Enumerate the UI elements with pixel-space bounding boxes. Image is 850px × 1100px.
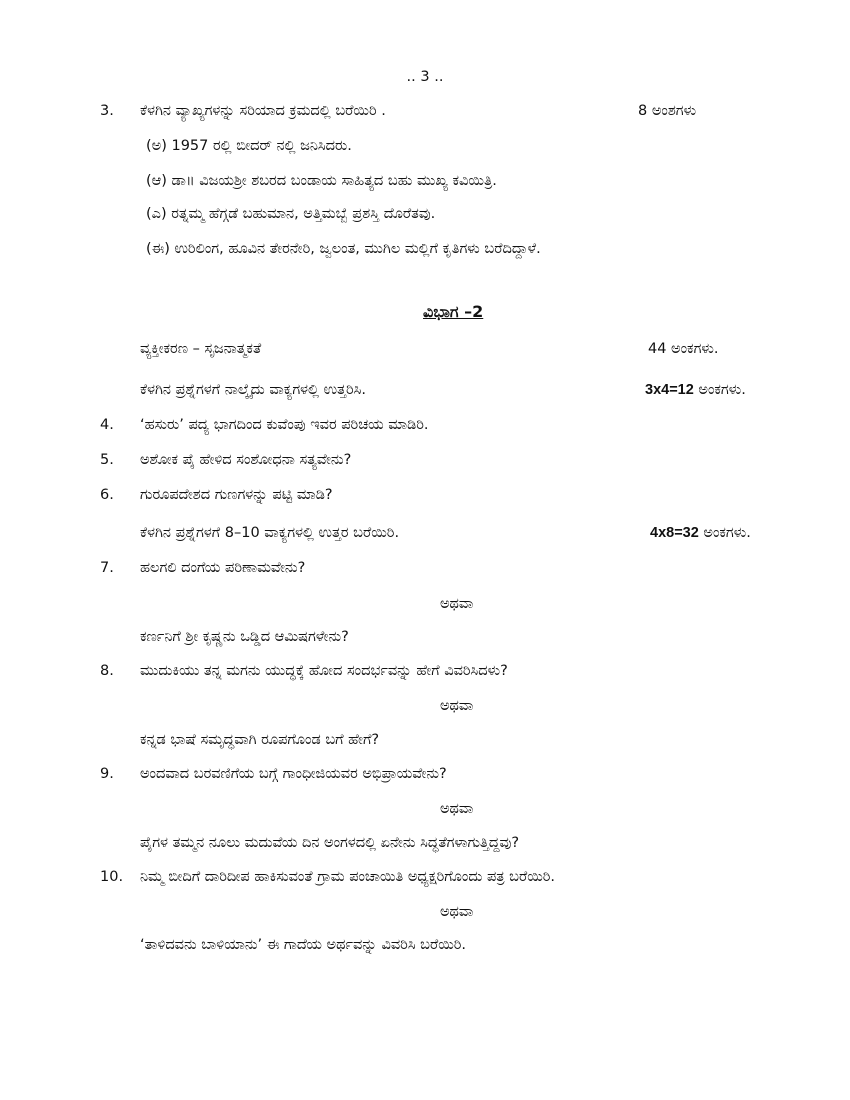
question-3-text: ಕೆಳಗಿನ ವ್ಯಾಖ್ಯಗಳನ್ನು ಸರಿಯಾದ ಕ್ರಮದಲ್ಲಿ ಬರೆಯಿರಿ . (140, 103, 386, 119)
question-5-number: 5. (100, 452, 114, 468)
long-marks-word: ಅಂಕಗಳು. (698, 525, 751, 541)
question-7-text: ಹಲಗಲಿ ದಂಗೆಯ ಪರಿಣಾಮವೇನು? (140, 560, 306, 576)
question-9-number: 9. (100, 766, 114, 782)
instruction-long-marks (650, 524, 751, 542)
instruction-long-answers: ಕೆಳಗಿನ ಪ್ರಶ್ನೆಗಳಗೆ 8–10 ವಾಕ್ಯಗಳಲ್ಲಿ ಉತ್ತರ ಬರೆಯಿರಿ. (140, 525, 400, 541)
question-9-alt-text: ಪೈಗಳ ತಮ್ಮನ ನೂಲು ಮದುವೆಯ ದಿನ ಅಂಗಳದಲ್ಲಿ ಏನೇನು ಸಿದ್ಧತೆಗಳಾಗುತ್ತಿದ್ದವು? (140, 835, 520, 851)
or-label: ಅಥವಾ (440, 904, 474, 920)
question-7-number: 7. (100, 560, 114, 576)
long-marks-formula: 4x8=32 (650, 525, 699, 541)
question-9-text: ಅಂದವಾದ ಬರವಣಿಗೆಯ ಬಗ್ಗೆ ಗಾಂಧೀಜಿಯವರ ಅಭಿಪ್ರಾಯವೇನು? (140, 766, 447, 782)
question-8-number: 8. (100, 663, 114, 679)
short-marks-formula: 3x4=12 (645, 382, 694, 398)
question-8-alt-text: ಕನ್ನಡ ಭಾಷೆ ಸಮೃದ್ಧವಾಗಿ ರೂಪಗೊಂಡ ಬಗೆ ಹೇಗೆ? (140, 732, 380, 748)
question-6-number: 6. (100, 487, 114, 503)
instruction-short-marks (645, 381, 746, 399)
or-label: ಅಥವಾ (440, 801, 474, 817)
q3-item-aa: (ಆ) ಡಾ॥ ವಿಜಯಶ್ರೀ ಶಬರದ ಬಂಡಾಯ ಸಾಹಿತ್ಯದ ಬಹು ಮುಖ್ಯ ಕವಿಯಿತ್ರಿ. (146, 173, 497, 189)
question-7-alt-text: ಕರ್ಣನಿಗೆ ಶ್ರೀ ಕೃಷ್ಣನು ಒಡ್ಡಿದ ಆಮಿಷಗಳೇನು? (140, 629, 349, 645)
section-topic: ವ್ಯಕ್ತೀಕರಣ – ಸೃಜನಾತ್ಮಕತೆ (140, 341, 262, 357)
q3-item-ee: (ಈ) ಉರಿಲಿಂಗ, ಹೂವಿನ ತೇರನೇರಿ, ಜ್ವಲಂತ, ಮುಗಿಲ ಮಲ್ಲಿಗೆ ಕೃತಿಗಳು ಬರೆದಿದ್ದಾಳೆ. (146, 241, 541, 257)
question-4-number: 4. (100, 417, 114, 433)
question-10-text: ನಿಮ್ಮ ಬೀದಿಗೆ ದಾರಿದೀಪ ಹಾಕಿಸುವಂತೆ ಗ್ರಾಮ ಪಂಚಾಯಿತಿ ಅಧ್ಯಕ್ಷರಿಗೊಂದು ಪತ್ರ ಬರೆಯಿರಿ. (140, 869, 556, 885)
question-10-number: 10. (100, 869, 124, 885)
question-4-text: ‘ಹಸುರು’ ಪದ್ಯ ಭಾಗದಿಂದ ಕುವೆಂಪು ಇವರ ಪರಿಚಯ ಮಾಡಿರಿ. (140, 417, 429, 433)
question-8-text: ಮುದುಕಿಯು ತನ್ನ ಮಗನು ಯುದ್ಧಕ್ಕೆ ಹೋದ ಸಂದರ್ಭವನ್ನು ಹೇಗೆ ವಿವರಿಸಿದಳು? (140, 663, 508, 679)
section-2-heading: ವಿಭಾಗ –2 (423, 302, 484, 321)
section-topic-marks: 44 ಅಂಕಗಳು. (648, 341, 719, 357)
instruction-short-answers: ಕೆಳಗಿನ ಪ್ರಶ್ನೆಗಳಗೆ ನಾಲ್ಕೈದು ವಾಕ್ಯಗಳಲ್ಲಿ ಉತ್ತರಿಸಿ. (140, 382, 366, 398)
question-6-text: ಗುರೂಪದೇಶದ ಗುಣಗಳನ್ನು ಪಟ್ಟಿ ಮಾಡಿ? (140, 487, 333, 503)
question-10-alt-text: ‘ತಾಳಿದವನು ಬಾಳಿಯಾನು’ ಈ ಗಾದೆಯ ಅರ್ಥವನ್ನು ವಿವರಿಸಿ ಬರೆಯಿರಿ. (140, 937, 467, 953)
question-3-number: 3. (100, 103, 114, 119)
short-marks-word: ಅಂಕಗಳು. (693, 382, 746, 398)
q3-item-e: (ಎ) ರತ್ನಮ್ಮ ಹೆಗ್ಗಡೆ ಬಹುಮಾನ, ಅತ್ತಿಮಬ್ಬೆ ಪ್ರಶಸ್ತಿ ದೊರೆತವು. (146, 206, 436, 222)
or-label: ಅಥವಾ (440, 698, 474, 714)
question-3-marks: 8 ಅಂಶಗಳು (638, 103, 697, 119)
question-5-text: ಅಶೋಕ ಪೈ ಹೇಳಿದ ಸಂಶೋಧನಾ ಸತ್ಯವೇನು? (140, 452, 352, 468)
q3-item-a: (ಅ) 1957 ರಲ್ಲಿ ಬೀದರ್ ನಲ್ಲಿ ಜನಿಸಿದರು. (146, 138, 352, 154)
page-number: .. 3 .. (406, 69, 444, 85)
or-label: ಅಥವಾ (440, 596, 474, 612)
